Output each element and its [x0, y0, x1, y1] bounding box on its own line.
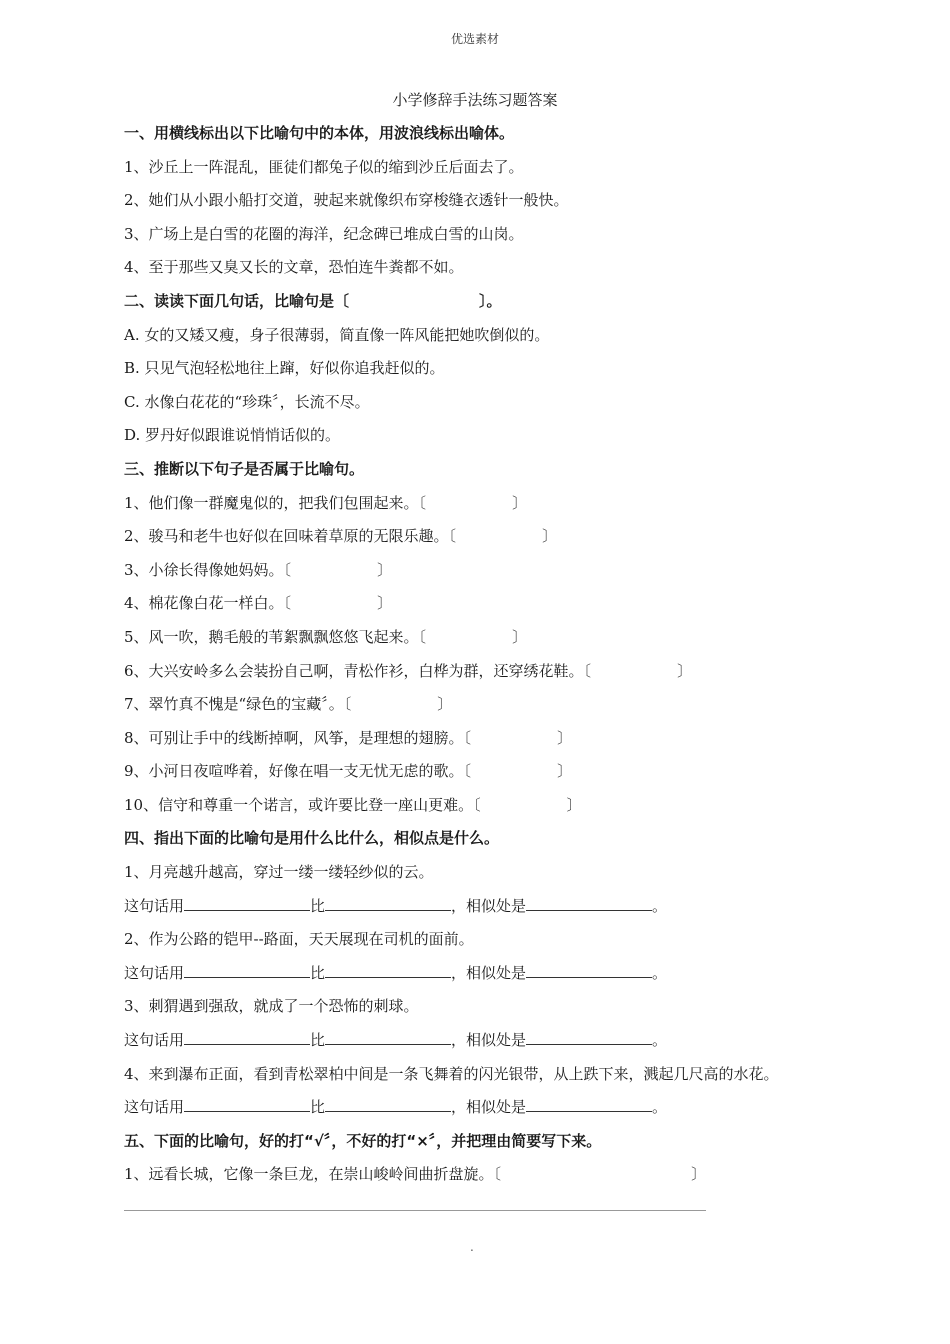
header-watermark: 优选素材	[450, 32, 499, 46]
bracket-close: 〕	[566, 795, 582, 814]
bracket-open: 〔	[448, 527, 457, 546]
blank-end: 。	[652, 963, 668, 982]
footer-divider	[124, 1210, 706, 1211]
bracket-close: 〕	[512, 493, 528, 512]
judge-text: 1、远看长城，它像一条巨龙，在崇山峻岭间曲折盘旋。	[124, 1165, 494, 1184]
bracket-close: 〕	[557, 728, 573, 747]
list-item: 3、广场上是白雪的花圈的海洋，纪念碑已堆成白雪的山岗。	[124, 224, 524, 243]
answer-blank	[526, 896, 652, 911]
answer-blank	[184, 1097, 310, 1112]
blank-mid-2: ，相似处是	[451, 963, 527, 982]
judge-text: 10、信守和尊重一个诺言，或许要比登一座山更难。	[124, 795, 474, 814]
judge-text: 3、小徐长得像她妈妈。	[124, 560, 284, 579]
fill-blank-line	[124, 890, 864, 924]
answer-blank	[526, 1030, 652, 1045]
blank-mid: 比	[310, 1031, 326, 1050]
judge-item	[124, 688, 864, 722]
blank-mid: 比	[310, 963, 326, 982]
blank-mid: 比	[310, 1098, 326, 1117]
section-5-heading: 五、下面的比喻句，好的打“√〞，不好的打“×〞，并把理由简要写下来。	[124, 1131, 602, 1150]
judge-item	[124, 755, 864, 789]
bracket-close: 〕	[512, 627, 528, 646]
bracket-close: 〕	[557, 762, 573, 781]
blank-mid: 比	[310, 896, 326, 915]
blank-end: 。	[652, 1098, 668, 1117]
bracket-close: 〕	[437, 695, 453, 714]
choice-item: D. 罗丹好似跟谁说悄悄话似的。	[124, 426, 341, 445]
fill-blank-line	[124, 957, 864, 991]
page-title: 小学修辞手法练习题答案	[392, 91, 558, 109]
judge-item	[124, 722, 864, 756]
section-2-heading-text: 二、读读下面几句话，比喻句是〔	[124, 291, 350, 310]
judge-text: 4、棉花像白花一样白。	[124, 594, 284, 613]
blank-mid-2: ，相似处是	[451, 1031, 527, 1050]
bracket-open: 〔	[493, 1165, 502, 1184]
footer-page-mark: .	[470, 1240, 474, 1254]
judge-text: 8、可别让手中的线断掉啊，风筝，是理想的翅膀。	[124, 728, 464, 747]
choice-item: C. 水像白花花的“珍珠〞，长流不尽。	[124, 392, 370, 411]
list-item: 2、作为公路的铠甲--路面，天天展现在司机的面前。	[124, 930, 474, 949]
blank-prefix: 这句话用	[124, 1031, 185, 1050]
answer-blank	[526, 1097, 652, 1112]
document-body	[124, 117, 864, 1192]
list-item: 4、至于那些又臭又长的文章，恐怕连牛粪都不如。	[124, 258, 464, 277]
judge-item	[124, 621, 864, 655]
bracket-open: 〔	[283, 560, 292, 579]
bracket-open: 〔	[583, 661, 592, 680]
blank-mid-2: ，相似处是	[451, 1098, 527, 1117]
judge-item	[124, 587, 864, 621]
judge-item	[124, 554, 864, 588]
judge-item	[124, 487, 864, 521]
section-2-heading	[124, 285, 864, 319]
answer-blank	[526, 963, 652, 978]
bracket-close: 〕	[377, 560, 393, 579]
judge-item	[124, 1158, 864, 1192]
list-item: 3、刺猬遇到强敌，就成了一个恐怖的刺球。	[124, 997, 419, 1016]
bracket-open: 〔	[343, 695, 352, 714]
blank-prefix: 这句话用	[124, 1098, 185, 1117]
fill-blank-line	[124, 1091, 864, 1125]
judge-item	[124, 520, 864, 554]
judge-text: 1、他们像一群魔鬼似的，把我们包围起来。	[124, 493, 419, 512]
judge-text: 2、骏马和老牛也好似在回味着草原的无限乐趣。	[124, 527, 449, 546]
list-item: 1、沙丘上一阵混乱，匪徒们都兔子似的缩到沙丘后面去了。	[124, 157, 524, 176]
choice-item: A. 女的又矮又瘦，身子很薄弱，简直像一阵风能把她吹倒似的。	[124, 325, 550, 344]
section-1-heading: 一、用横线标出以下比喻句中的本体，用波浪线标出喻体。	[124, 124, 515, 142]
blank-mid-2: ，相似处是	[451, 896, 527, 915]
bracket-close: 〕	[377, 594, 393, 613]
blank-prefix: 这句话用	[124, 963, 185, 982]
section-3-heading: 三、推断以下句子是否属于比喻句。	[124, 459, 365, 478]
answer-blank	[325, 963, 451, 978]
answer-blank	[325, 896, 451, 911]
judge-text: 9、小河日夜喧哗着，好像在唱一支无忧无虑的歌。	[124, 762, 464, 781]
bracket-close: 〕	[691, 1165, 707, 1184]
list-item: 4、来到瀑布正面，看到青松翠柏中间是一条飞舞着的闪光银带，从上跌下来，溅起几尺高的水花。	[124, 1064, 779, 1083]
blank-end: 。	[652, 1031, 668, 1050]
bracket-open: 〔	[283, 594, 292, 613]
blank-prefix: 这句话用	[124, 896, 185, 915]
judge-item	[124, 655, 864, 689]
bracket-open: 〔	[463, 762, 472, 781]
list-item: 1、月亮越升越高，穿过一缕一缕轻纱似的云。	[124, 863, 434, 882]
list-item: 2、她们从小跟小船打交道，驶起来就像织布穿梭缝衣透针一般快。	[124, 191, 569, 210]
section-2-heading-close: 〕。	[479, 291, 502, 310]
bracket-open: 〔	[418, 627, 427, 646]
blank-end: 。	[652, 896, 668, 915]
answer-blank	[184, 1030, 310, 1045]
bracket-open: 〔	[418, 493, 427, 512]
bracket-open: 〔	[463, 728, 472, 747]
answer-blank	[325, 1030, 451, 1045]
bracket-close: 〕	[677, 661, 693, 680]
judge-text: 5、风一吹，鹅毛般的苇絮飘飘悠悠飞起来。	[124, 627, 419, 646]
judge-item	[124, 789, 864, 823]
bracket-close: 〕	[542, 527, 558, 546]
judge-text: 7、翠竹真不愧是“绿色的宝藏〞。	[124, 695, 344, 714]
section-4-heading: 四、指出下面的比喻句是用什么比什么，相似点是什么。	[124, 829, 500, 848]
answer-blank	[184, 963, 310, 978]
fill-blank-line	[124, 1024, 864, 1058]
answer-blank	[325, 1097, 451, 1112]
bracket-open: 〔	[473, 795, 481, 814]
choice-item: B. 只见气泡轻松地往上蹿，好似你追我赶似的。	[124, 359, 445, 378]
judge-text: 6、大兴安岭多么会装扮自己啊，青松作衫，白桦为群，还穿绣花鞋。	[124, 661, 584, 680]
answer-blank	[184, 896, 310, 911]
